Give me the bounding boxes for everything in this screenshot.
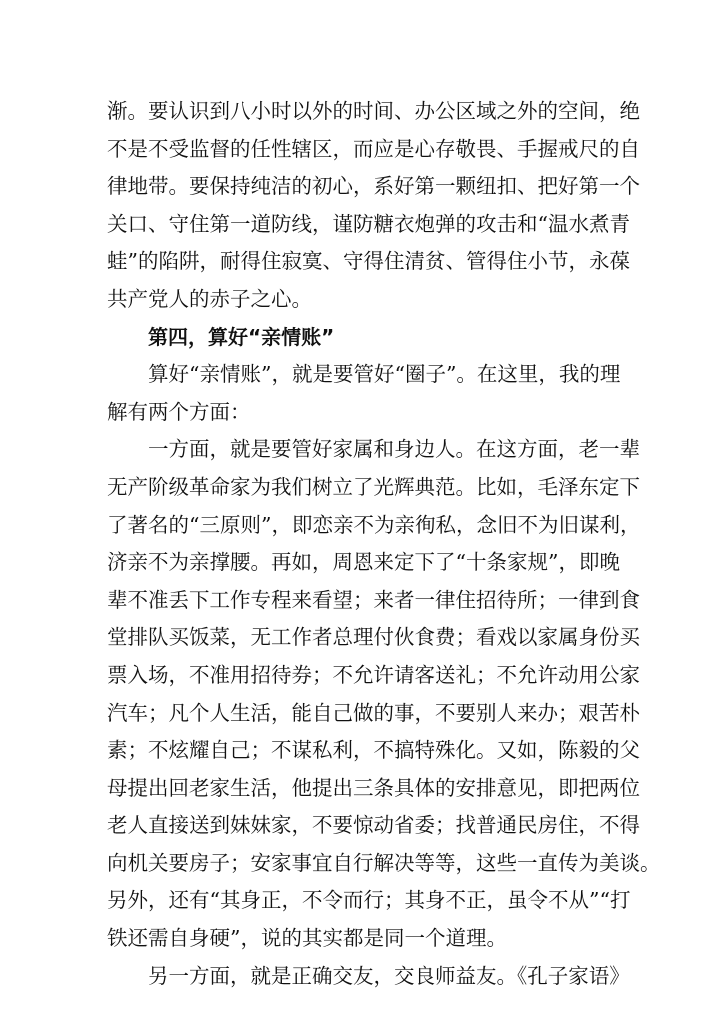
text-line: 票入场，不准用招待券；不允许请客送礼；不允许动用公家	[107, 662, 640, 687]
text-line: 算好“亲情账”，就是要管好“圈子”。在这里，我的理	[148, 362, 621, 387]
text-line: 铁还需自身硬”，说的其实都是同一个道理。	[107, 926, 507, 951]
text-line: 向机关要房子；安家事宜自行解决等等，这些一直传为美谈。	[107, 850, 661, 875]
text-line: 堂排队买饭菜，无工作者总理付伙食费；看戏以家属身份买	[107, 625, 640, 650]
text-line: 另一方面，就是正确交友，交良师益友。《孔子家语》	[148, 963, 630, 988]
section-heading: 第四，算好“亲情账”	[148, 324, 335, 349]
text-line: 解有两个方面：	[107, 399, 251, 424]
text-line: 另外，还有“其身正，不令而行；其身不正，虽令不从”“打	[107, 888, 631, 913]
text-line: 共产党人的赤子之心。	[107, 286, 312, 311]
text-line: 母提出回老家生活，他提出三条具体的安排意见，即把两位	[107, 775, 640, 800]
text-line: 无产阶级革命家为我们树立了光辉典范。比如，毛泽东定下	[107, 474, 640, 499]
text-line: 渐。要认识到八小时以外的时间、办公区域之外的空间，绝	[107, 99, 640, 123]
text-line: 老人直接送到妹妹家，不要惊动省委；找普通民房住，不得	[107, 813, 640, 838]
text-line: 一方面，就是要管好家属和身边人。在这方面，老一辈	[148, 437, 640, 462]
text-line: 蛙”的陷阱，耐得住寂寞、守得住清贫、管得住小节，永葆	[107, 249, 630, 274]
text-line: 素；不炫耀自己；不谋私利，不搞特殊化。又如，陈毅的父	[107, 738, 640, 763]
text-line: 了著名的“三原则”，即恋亲不为亲徇私，念旧不为旧谋利，	[107, 512, 641, 537]
body-text	[107, 93, 661, 995]
text-line: 不是不受监督的任性辖区，而应是心存敬畏、手握戒尺的自	[107, 136, 640, 161]
text-line: 关口、守住第一道防线，谨防糖衣炮弹的攻击和“温水煮青	[107, 211, 630, 236]
text-line: 济亲不为亲撑腰。再如，周恩来定下了“十条家规”，即晚	[107, 550, 620, 575]
text-line: 律地带。要保持纯洁的初心，系好第一颗纽扣、把好第一个	[107, 174, 640, 199]
text-line: 汽车；凡个人生活，能自己做的事，不要别人来办；艰苦朴	[107, 700, 640, 725]
text-line: 辈不准丢下工作专程来看望；来者一律住招待所；一律到食	[107, 587, 640, 612]
